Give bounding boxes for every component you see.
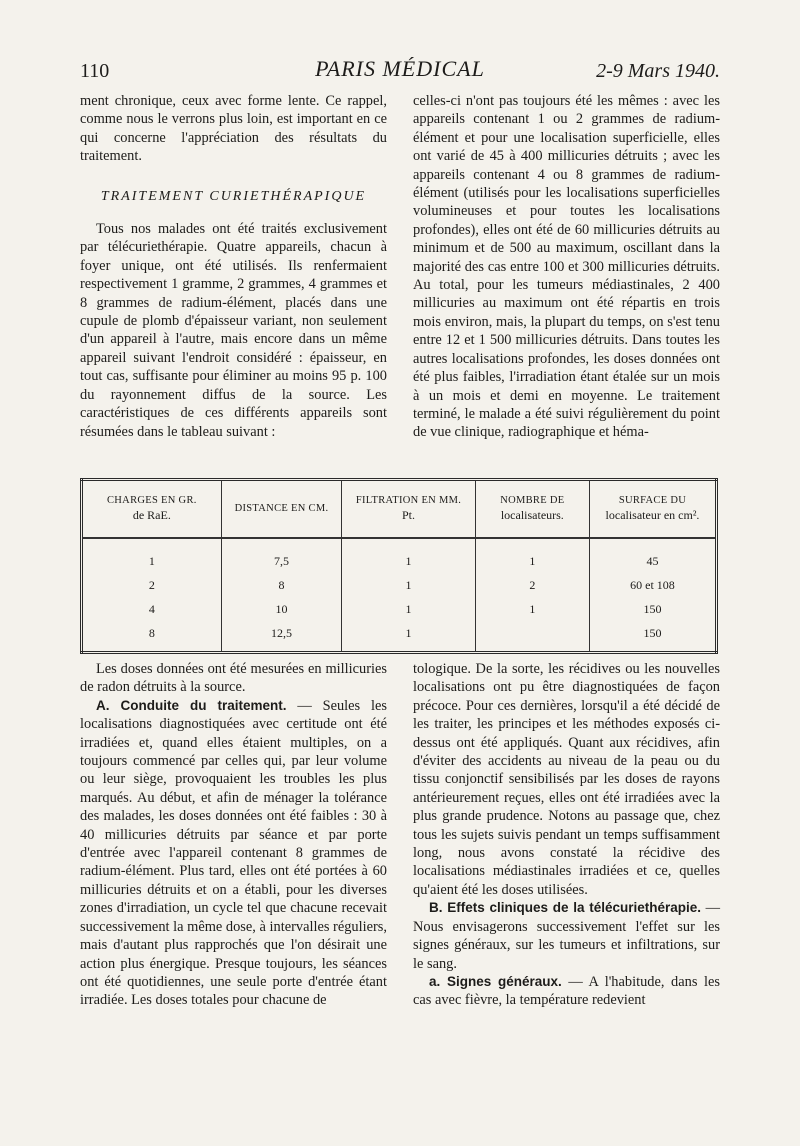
table-cell: 1 xyxy=(475,597,589,621)
table-cell xyxy=(475,621,589,653)
table-cell: 2 xyxy=(475,573,589,597)
table-cell: 1 xyxy=(342,597,475,621)
table-cell: 60 et 108 xyxy=(630,577,675,592)
page-header xyxy=(80,56,720,86)
table-cell: 4 xyxy=(82,597,222,621)
paragraph: a. Signes généraux. — A l'habitude, dans les cas avec fièvre, la température redevient xyxy=(413,973,720,1009)
table-cell: 8 xyxy=(82,621,222,653)
paragraph: Les doses données ont été mesurées en millicuries de radon détruits à la source. xyxy=(80,661,387,696)
column-header: FILTRATION EN MM. Pt. xyxy=(342,480,475,539)
table-cell: 7,5 xyxy=(221,538,342,573)
table-cell: 150 xyxy=(643,601,662,616)
top-right-column xyxy=(413,92,720,442)
paragraph: A. Conduite du traitement. — Seules les localisations diagnostiquées avec certitude ont été irradiées et, quand elles étaient multiples, on a toujours commencé par celles qui, par leur volume ou leur siège, provoquaient les troubles les plus marqués. Au début, et afin de ménager la tolérance des malades, les doses données ont été faibles : 30 à 40 millicuries détruits par séance et par porte d'entrée avec l'appareil contenant 8 grammes de radium-élément. Plus tard, elles ont été portées à 60 millicuries détruits et on a établi, pour les diverses zones d'irradiation, un cycle tel que chacune recevait successivement la même dose, à intervalles réguliers, mais d'autant plus rapprochés que l'on désirait une action plus énergique. Presque toujours, les séances ont été quotidiennes, une seule porte d'entrée étant irradiée. Les doses totales pour chacune de xyxy=(80,697,387,1009)
paragraph: celles-ci n'ont pas toujours été les mêmes : avec les appareils contenant 1 ou 2 grammes de radium-élément et pour une localisation superficielle, elles ont varié de 45 à 400 millicuries détruits ; avec les appareils contenant 4 ou 8 grammes de radium-élément (utilisés pour les localisations superficielles volumineuses et pour toutes les localisations profondes), elles ont été de 60 millicuries détruits au minimum et de 500 au maximum, oscillant dans la majorité des cas entre 100 et 300 millicuries détruits. Au total, pour les tumeurs médiastinales, 2 400 millicuries au maximum ont été répartis en trois mois environ, mais, la plupart du temps, on s'est tenu entre 12 et 1 500 millicuries détruits. Dans toutes les autres localisations profondes, les doses données ont été plus faibles, l'irradiation étant étalée sur un mois à un mois et demi en moyenne. Le traitement terminé, le malade a été suivi régulièrement du point de vue clinique, radiographique et héma- xyxy=(413,93,720,441)
column-header: DISTANCE EN CM. xyxy=(221,480,342,539)
top-left-column xyxy=(80,92,387,441)
column-header: NOMBRE DE localisateurs. xyxy=(475,480,589,539)
paragraph: B. Effets cliniques de la télécuriethérapie. — Nous envisagerons successivement l'effet sur les signes généraux, sur les tumeurs et infiltrations, sur le sang. xyxy=(413,900,720,972)
table-cell: 1 xyxy=(475,538,589,573)
table-row xyxy=(82,573,717,597)
table-header-row xyxy=(82,480,717,539)
table-cell: 150 xyxy=(643,625,662,640)
table-row xyxy=(82,621,717,653)
table-cell: 1 xyxy=(342,538,475,573)
apparatus-table xyxy=(80,478,718,654)
table-cell: 1 xyxy=(82,538,222,573)
column-header: SURFACE DU localisateur en cm². xyxy=(589,480,716,539)
table-cell: 12,5 xyxy=(221,621,342,653)
paragraph: tologique. De la sorte, les récidives ou les nouvelles localisations ont pu être diagnostiquées de façon précoce. Pour ces dernières, lorsqu'il a été décidé de les traiter, les principes et les méthodes exposés ci-dessus ont été appliqués. Quant aux récidives, afin d'éviter des accidents au niveau de la peau ou du tissu conjonctif sensibilisés par les doses de rayons antérieurement reçues, elles ont été irradiées avec la plus grande prudence. Notons au passage que, chez tous les sujets suivis pendant un temps suffisamment long, nous avons constaté la récidive des localisations médiastinales irradiées et ce, quelles qu'aient été les doses utilisées. xyxy=(413,661,720,898)
table-cell: 10 xyxy=(221,597,342,621)
column-header: CHARGES EN GR. de RaE. xyxy=(82,480,222,539)
table-cell: 2 xyxy=(82,573,222,597)
table-cell: 1 xyxy=(342,621,475,653)
table-cell: 8 xyxy=(221,573,342,597)
subsection-heading: a. Signes généraux. xyxy=(429,973,562,989)
table-cell: 1 xyxy=(342,573,475,597)
page-number: 110 xyxy=(80,60,110,82)
paragraph: ment chronique, ceux avec forme lente. Ce rappel, comme nous le verrons plus loin, est important en ce qui concerne l'appréciation des résultats du traitement. xyxy=(80,93,387,165)
subsection-heading: B. Effets cliniques de la télécuriethérapie. xyxy=(429,900,702,916)
section-title: TRAITEMENT CURIETHÉRAPIQUE xyxy=(100,188,367,204)
table-row xyxy=(82,597,717,621)
table-cell: 45 xyxy=(646,553,659,568)
paragraph: Tous nos malades ont été traités exclusivement par télécuriethérapie. Quatre appareils, chacun à foyer unique, ont été utilisés. Ils renfermaient respectivement 1 gramme, 2 grammes, 4 grammes et 8 grammes de radium-élément, placés dans une cupule de plomb d'épaisseur variant, non seulement d'un appareil à l'autre, mais encore dans un même appareil suivant l'endroit considéré : épaisseur, en tout cas, suffisante pour éliminer au moins 95 p. 100 du rayonnement diffus de la source. Les caractéristiques de ces différents appareils sont résumées dans le tableau suivant : xyxy=(80,221,387,440)
bottom-right-column xyxy=(413,660,720,1010)
journal-title: PARIS MÉDICAL xyxy=(315,56,485,81)
bottom-left-column xyxy=(80,660,387,1010)
issue-date: 2-9 Mars 1940. xyxy=(596,60,720,82)
table-row xyxy=(82,538,717,573)
subsection-heading: A. Conduite du traitement. xyxy=(96,697,287,713)
